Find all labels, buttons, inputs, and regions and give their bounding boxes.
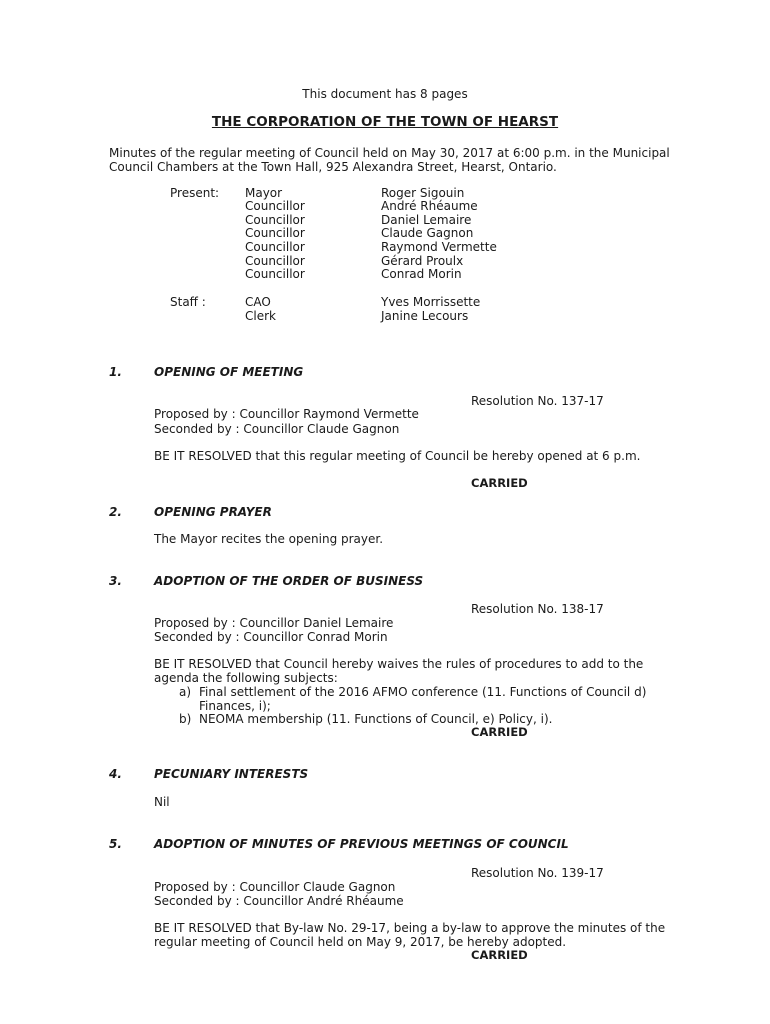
section-title: ADOPTION OF MINUTES OF PREVIOUS MEETINGS OF COUNCIL (154, 837, 569, 851)
section-number: 4. (109, 767, 122, 781)
document-title: THE CORPORATION OF THE TOWN OF HEARST (211, 114, 559, 130)
staff-role: Clerk (245, 309, 276, 323)
resolution-text: BE IT RESOLVED that By-law No. 29-17, being a by-law to approve the minutes of the regular meeting of Council held on May 9, 2017, be hereby adopted. (154, 921, 666, 949)
attendee-role: Mayor (245, 186, 283, 200)
page-count-note: This document has 8 pages (302, 87, 468, 101)
resolution-number: Resolution No. 137-17 (471, 394, 604, 408)
attendee-role: Councillor (245, 199, 305, 213)
minutes-intro: Minutes of the regular meeting of Council held on May 30, 2017 at 6:00 p.m. in the Municipal Council Chambers at the Town Hall, 925 Alexandra Street, Hearst, Ontario. (109, 146, 670, 174)
resolution-number: Resolution No. 138-17 (471, 602, 604, 616)
attendee-name: Conrad Morin (381, 267, 462, 281)
resolution-number: Resolution No. 139-17 (471, 866, 604, 880)
attendee-name: Gérard Proulx (381, 254, 464, 268)
attendee-name: Raymond Vermette (381, 240, 497, 254)
seconded-by: Seconded by : Councillor André Rhéaume (154, 894, 404, 908)
section-title: PECUNIARY INTERESTS (154, 767, 309, 781)
section-number: 3. (109, 574, 122, 588)
attendee-role: Councillor (245, 267, 305, 281)
carried-status: CARRIED (471, 948, 528, 962)
list-marker: a) (179, 685, 192, 699)
carried-status: CARRIED (471, 476, 528, 490)
attendee-role: Councillor (245, 226, 305, 240)
attendee-role: Councillor (245, 254, 305, 268)
staff-role: CAO (245, 295, 271, 309)
resolution-text: BE IT RESOLVED that Council hereby waives the rules of procedures to add to the agenda the following subjects: (154, 657, 644, 685)
staff-label: Staff : (170, 295, 206, 309)
staff-name: Yves Morrissette (381, 295, 481, 309)
staff-name: Janine Lecours (381, 309, 469, 323)
attendee-name: Daniel Lemaire (381, 213, 472, 227)
carried-status: CARRIED (471, 725, 528, 739)
list-marker: b) (179, 712, 192, 727)
proposed-by: Proposed by : Councillor Daniel Lemaire (154, 616, 394, 630)
section-number: 5. (109, 837, 122, 851)
list-item (179, 713, 689, 727)
list-item-text: Final settlement of the 2016 AFMO conference (11. Functions of Council d) Finances, i); (199, 685, 647, 713)
proposed-by: Proposed by : Councillor Raymond Vermette (154, 407, 419, 421)
section-text: The Mayor recites the opening prayer. (154, 532, 384, 546)
attendee-name: Roger Sigouin (381, 186, 465, 200)
section-number: 1. (109, 365, 122, 379)
attendee-role: Councillor (245, 240, 305, 254)
section-number: 2. (109, 505, 122, 519)
list-item (179, 686, 689, 713)
section-title: ADOPTION OF THE ORDER OF BUSINESS (154, 574, 424, 588)
section-title: OPENING PRAYER (154, 505, 272, 519)
attendee-name: André Rhéaume (381, 199, 478, 213)
list-item-text: NEOMA membership (11. Functions of Council, e) Policy, i). (199, 712, 553, 727)
section-text: Nil (154, 795, 170, 809)
agenda-additions-list (179, 686, 689, 727)
section-title: OPENING OF MEETING (154, 365, 304, 379)
attendee-role: Councillor (245, 213, 305, 227)
proposed-by: Proposed by : Councillor Claude Gagnon (154, 880, 396, 894)
resolution-text: BE IT RESOLVED that this regular meeting of Council be hereby opened at 6 p.m. (154, 449, 641, 463)
present-label: Present: (170, 186, 220, 200)
seconded-by: Seconded by : Councillor Claude Gagnon (154, 422, 400, 436)
seconded-by: Seconded by : Councillor Conrad Morin (154, 630, 388, 644)
attendee-name: Claude Gagnon (381, 226, 474, 240)
